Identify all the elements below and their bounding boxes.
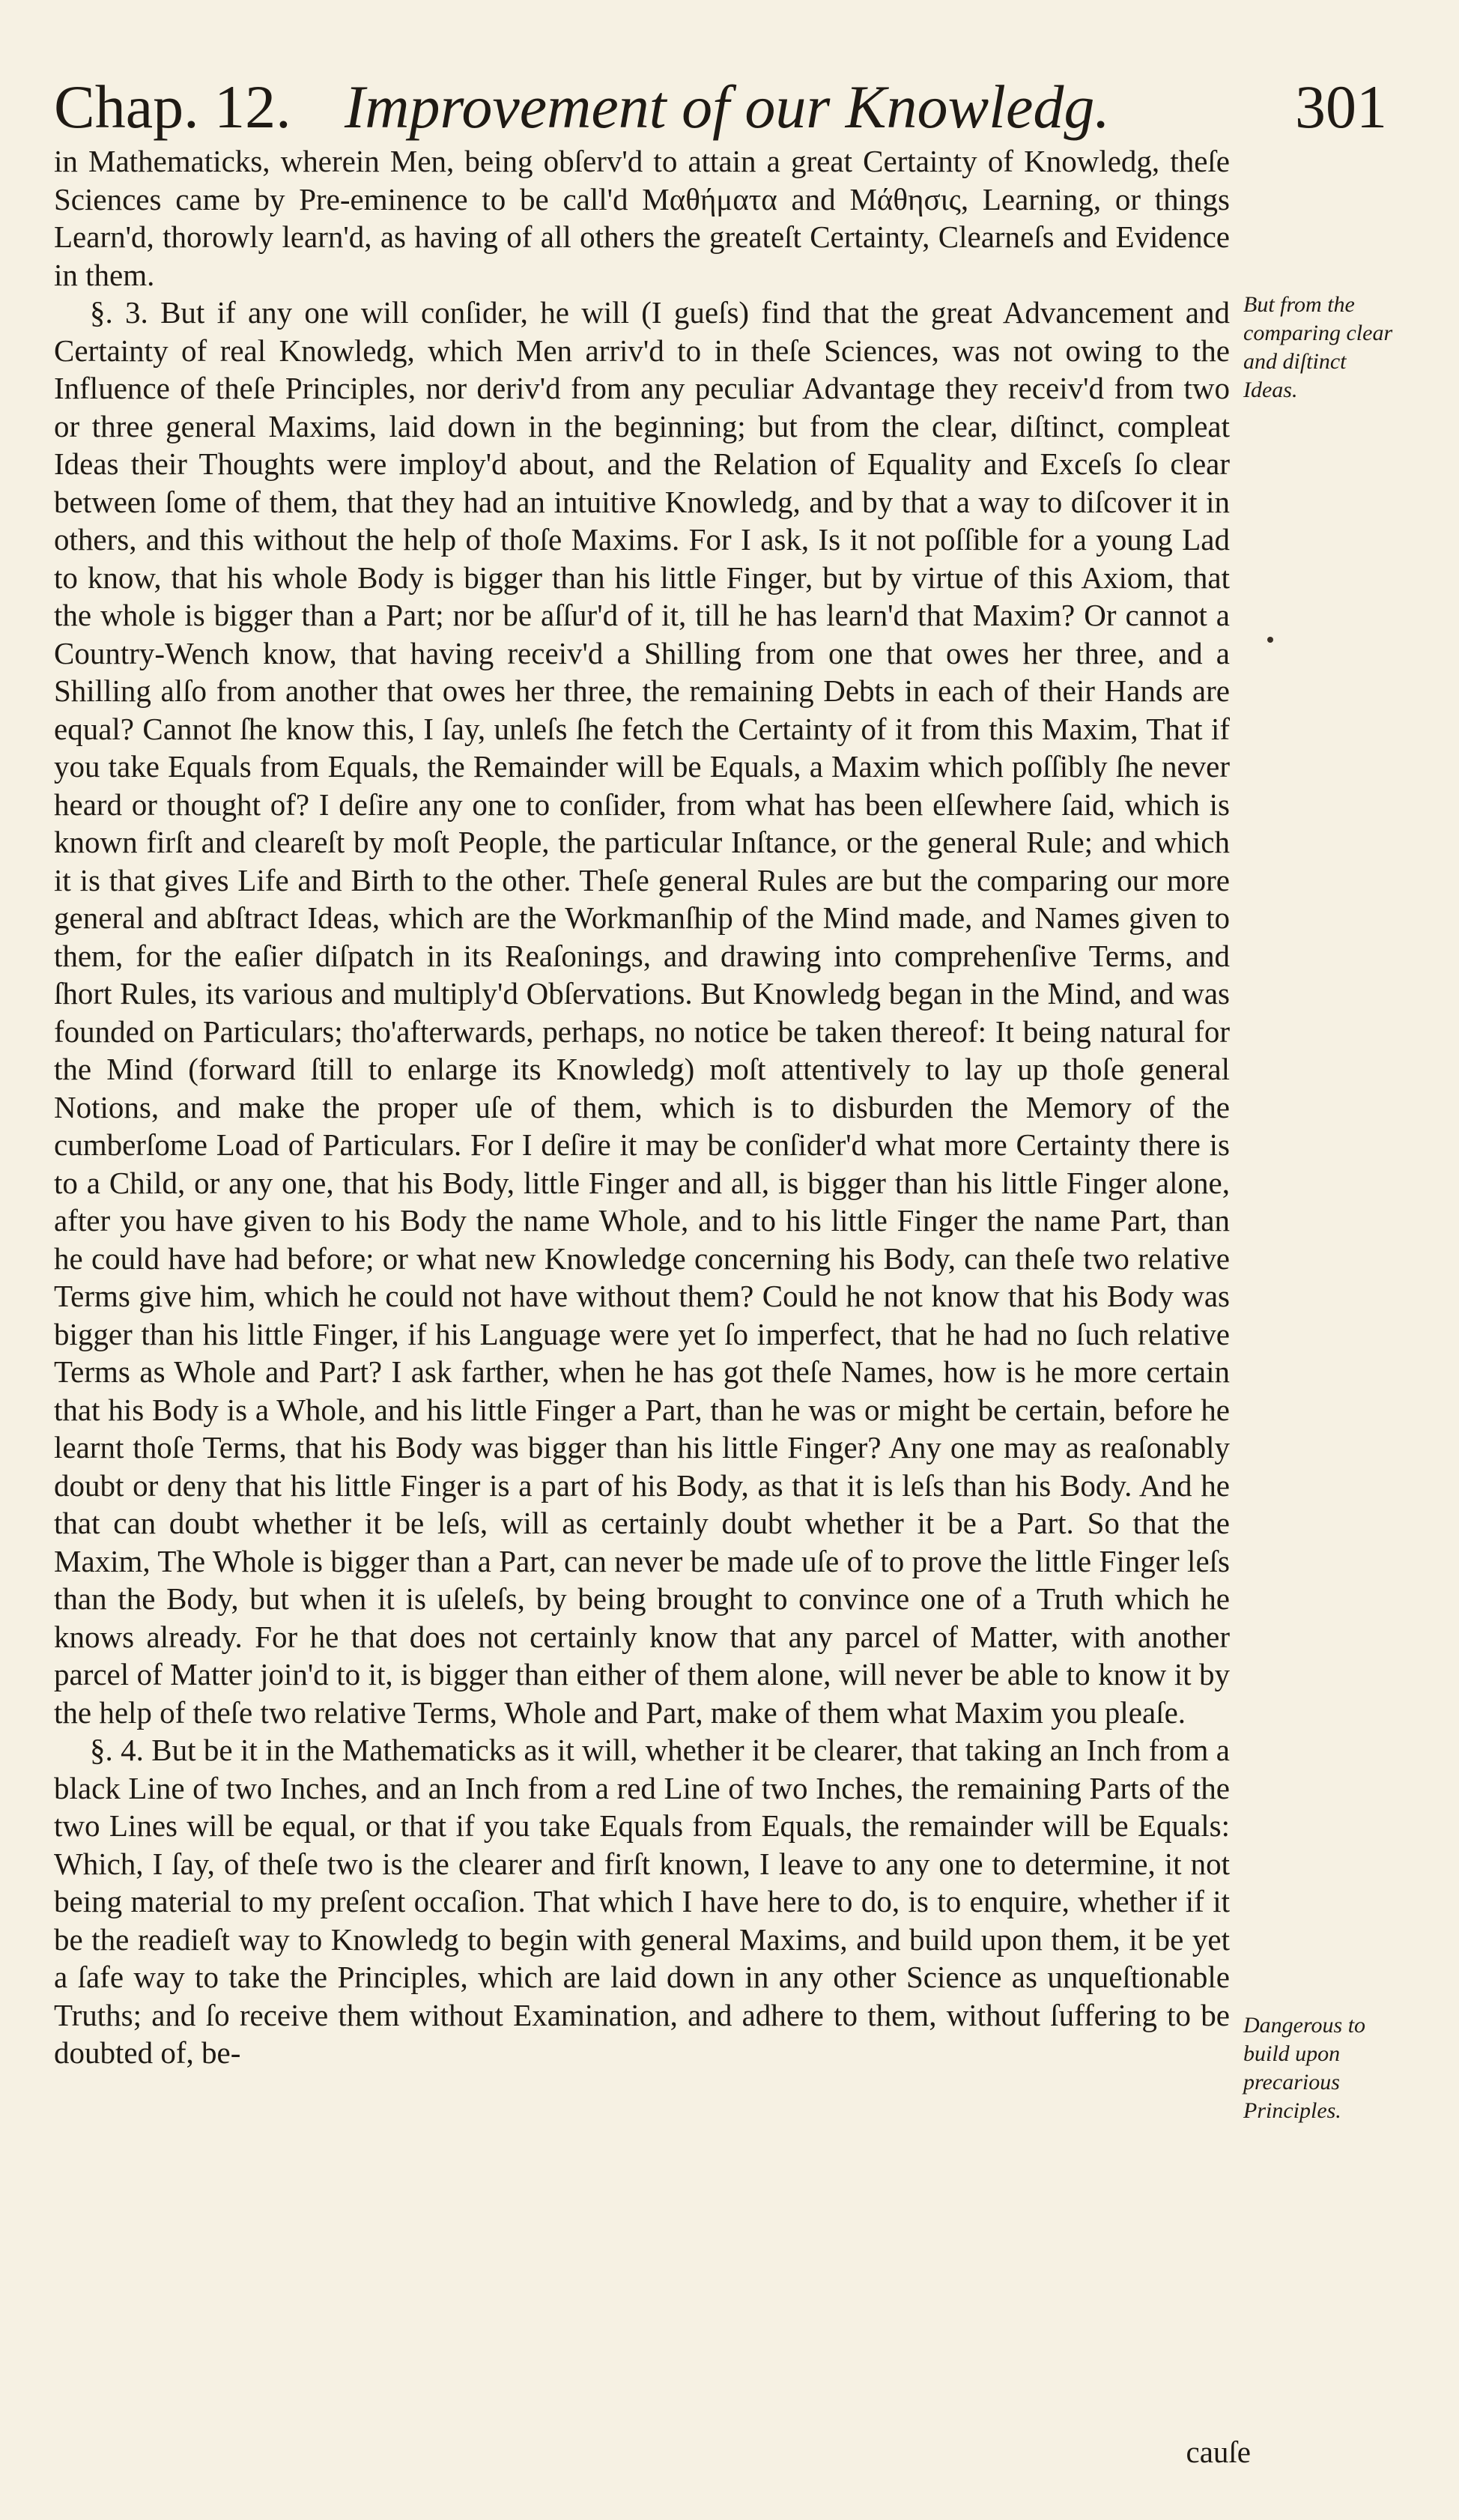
page-number: 301 (1295, 73, 1387, 141)
margin-dot-mark (1267, 637, 1273, 643)
margin-note-section-3: But from the comparing clear and diſtinct Ideas. (1243, 292, 1393, 402)
body-text (54, 142, 1230, 2450)
margin-note-section-4: Dangerous to build upon precarious Principles. (1243, 2013, 1366, 2123)
catchword: cauſe (1186, 2435, 1251, 2469)
running-title: Improvement of our Knowledg. (345, 73, 1110, 141)
paragraph-section-4: §. 4. But be it in the Mathematicks as it will, whether it be clearer, that taking an Inch from a black Line of two Inches, and an Inch from a red Line of two Inches, the remaining Parts of the two Lines will be equal, or that if you take Equals from Equals, the remainder will be Equals: Which, I ſay, of theſe two is the clearer and firſt known, I leave to any one to determine, it not being material to my preſent occaſion. That which I have here to do, is to enquire, whether if it be the readieſt way to Knowledg to begin with general Maxims, and build upon them, it be yet a ſafe way to take the Principles, which are laid down in any other Science as unqueſtionable Truths; and ſo receive them without Examination, and adhere to them, without ſuffering to be doubted of, be- (54, 1733, 1230, 2070)
paragraph-continuation: in Mathematicks, wherein Men, being obſerv'd to attain a great Certainty of Knowledg, theſe Sciences came by Pre-eminence to be call'd Μαθήματα and Μάθησις, Learning, or things Learn'd, thorowly learn'd, as having of all others the greateſt Certainty, Clearneſs and Evidence in them. (54, 144, 1230, 292)
chapter-label: Chap. 12. (54, 73, 291, 141)
paragraph-section-3: §. 3. But if any one will conſider, he will (I gueſs) find that the great Advancement and Certainty of real Knowledg, which Men arriv'd to in theſe Sciences, was not owing to the Influence of theſe Principles, nor deriv'd from any peculiar Advantage they receiv'd from two or three general Maxims, laid down in the beginning; but from the clear, diſtinct, compleat Ideas their Thoughts were imploy'd about, and the Relation of Equality and Exceſs ſo clear between ſome of them, that they had an intuitive Knowledg, and by that a way to diſcover it in others, and this without the help of thoſe Maxims. For I ask, Is it not poſſible for a young Lad to know, that his whole Body is bigger than his little Finger, but by virtue of this Axiom, that the whole is bigger than a Part; nor be aſſur'd of it, till he has learn'd that Maxim? Or cannot a Country-Wench know, that having receiv'd a Shilling from one that owes her three, and a Shilling alſo from another that owes her three, the remaining Debts in each of their Hands are equal? Cannot ſhe know this, I ſay, unleſs ſhe fetch the Certainty of it from this Maxim, That if you take Equals from Equals, the Remainder will be Equals, a Maxim which poſſibly ſhe never heard or thought of? I deſire any one to conſider, from what has been elſewhere ſaid, which is known firſt and cleareſt by moſt People, the particular Inſtance, or the general Rule; and which it is that gives Life and Birth to the other. Theſe general Rules are but the comparing our more general and abſtract Ideas, which are the Workmanſhip of the Mind made, and Names given to them, for the eaſier diſpatch in its Reaſonings, and drawing into comprehenſive Terms, and ſhort Rules, its various and multiply'd Obſervations. But Knowledg began in the Mind, and was founded on Particulars; tho'afterwards, perhaps, no notice be taken thereof: It being natural for the Mind (forward ſtill to enlarge its Knowledg) moſt attentively to lay up thoſe general Notions, and make the proper uſe of them, which is to disburden the Memory of the cumberſome Load of Particulars. For I deſire it may be conſider'd what more Certainty there is to a Child, or any one, that his Body, little Finger and all, is bigger than his little Finger alone, after you have given to his Body the name Whole, and to his little Finger the name Part, than he could have had before; or what new Knowledge concerning his Body, can theſe two relative Terms give him, which he could not have without them? Could he not know that his Body was bigger than his little Finger, if his Language were yet ſo imperfect, that he had no ſuch relative Terms as Whole and Part? I ask farther, when he has got theſe Names, how is he more certain that his Body is a Whole, and his little Finger a Part, than he was or might be certain, before he learnt thoſe Terms, that his Body was bigger than his little Finger? Any one may as reaſonably doubt or deny that his little Finger is a part of his Body, as that it is leſs than his Body. And he that can doubt whether it be leſs, will as certainly doubt whether it be a Part. So that the Maxim, The Whole is bigger than a Part, can never be made uſe of to prove the little Finger leſs than the Body, but when it is uſeleſs, by being brought to convince one of a Truth which he knows already. For he that does not certainly know that any parcel of Matter, with another parcel of Matter join'd to it, is bigger than either of them alone, will never be able to know it by the help of theſe two relative Terms, Whole and Part, make of them what Maxim you pleaſe. (54, 295, 1230, 1730)
page-header (54, 66, 1387, 148)
